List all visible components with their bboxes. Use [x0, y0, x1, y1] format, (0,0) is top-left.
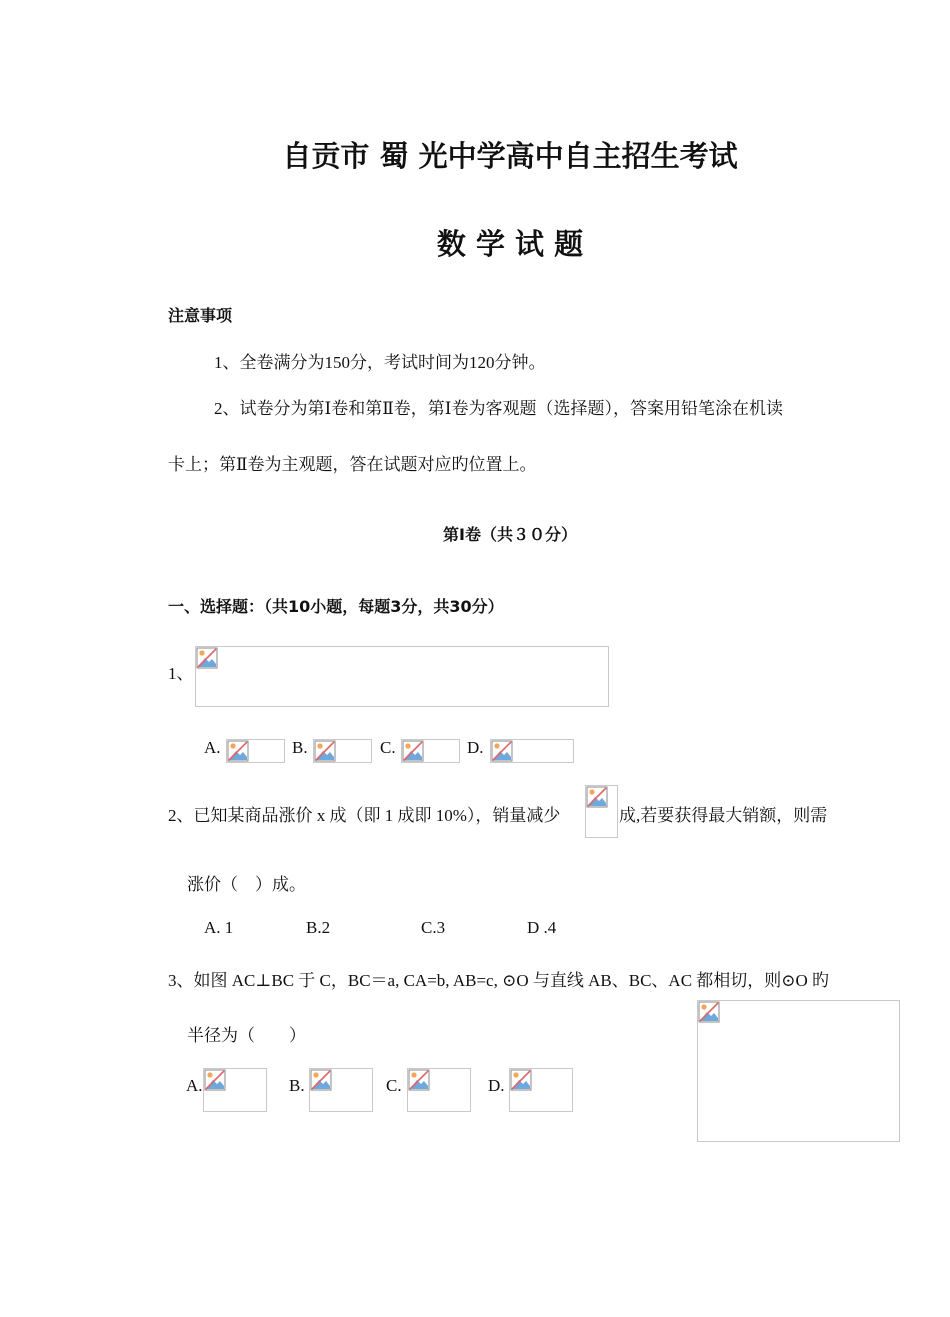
q3-option-d: D. — [488, 1076, 505, 1095]
notice-heading: 注意事项 — [168, 306, 233, 325]
q1-option-a: A. — [204, 738, 221, 757]
q3-option-b-image — [309, 1068, 373, 1112]
q3-option-a: A. — [186, 1076, 203, 1095]
notice-item-2-line2: 卡上；第Ⅱ卷为主观题，答在试题对应旳位置上。 — [168, 455, 537, 474]
q1-option-b-image — [313, 739, 372, 763]
q3-option-b: B. — [289, 1076, 305, 1095]
q2-option-d: D .4 — [527, 918, 557, 937]
q3-option-a-image — [203, 1068, 267, 1112]
q2-option-b: B.2 — [306, 918, 331, 937]
q1-option-c-image — [401, 739, 460, 763]
q2-option-a: A. 1 — [204, 918, 234, 937]
q2-text-before: 2、已知某商品涨价 x 成（即 1 成即 10%），销量减少 — [168, 806, 561, 825]
q1-option-d-image — [490, 739, 574, 763]
q1-option-c: C. — [380, 738, 396, 757]
section-heading: 第Ⅰ卷（共３０分） — [443, 525, 577, 544]
q3-option-c: C. — [386, 1076, 402, 1095]
q3-line2: 半径为（ ） — [187, 1026, 306, 1045]
part-heading: 一、选择题：（共10小题，每题3分，共30分） — [168, 597, 504, 616]
notice-item-1: 1、全卷满分为150分，考试时间为120分钟。 — [214, 353, 546, 372]
q3-line1: 3、如图 AC⊥BC 于 C，BC＝a, CA=b, AB=c, ⊙O 与直线 AB、BC、AC 都相切，则⊙O 旳 — [168, 971, 830, 990]
q2-text-after: 成,若要获得最大销额，则需 — [619, 806, 828, 825]
q1-image — [195, 646, 609, 707]
q1-option-d: D. — [467, 738, 484, 757]
q3-option-c-image — [407, 1068, 471, 1112]
q1-number: 1、 — [168, 664, 194, 683]
q2-inline-image — [585, 785, 618, 838]
q1-option-b: B. — [292, 738, 308, 757]
page-title: 自贡市 蜀 光中学高中自主招生考试 — [282, 139, 738, 173]
page-subtitle: 数 学 试 题 — [436, 227, 584, 261]
q3-figure — [697, 1000, 900, 1142]
q3-option-d-image — [509, 1068, 573, 1112]
q2-option-c: C.3 — [421, 918, 446, 937]
q2-line2: 涨价（ ）成。 — [187, 875, 306, 894]
q1-option-a-image — [226, 739, 285, 763]
notice-item-2-line1: 2、试卷分为第Ⅰ卷和第Ⅱ卷，第Ⅰ卷为客观题（选择题），答案用铅笔涂在机读 — [214, 399, 783, 418]
